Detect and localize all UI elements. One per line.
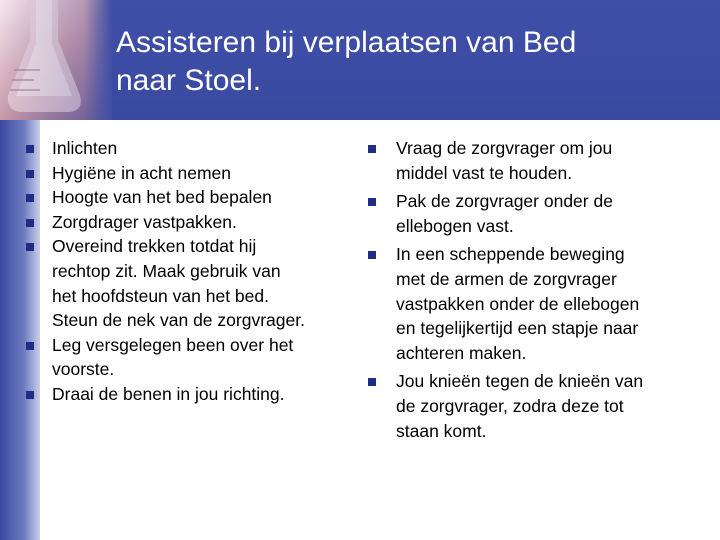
list-item-text: met de armen de zorgvrager [396,268,617,289]
left-bullet-list [24,136,354,407]
list-item [24,185,354,210]
list-item-text: staan komt. [396,420,487,441]
list-item [366,189,686,238]
flask-image [0,0,112,120]
list-item [366,136,686,185]
square-bullet-icon [368,198,376,206]
list-item-text: Overeind trekken totdat hij [52,236,257,257]
list-item-text: Inlichten [52,138,118,158]
list-item-text: Draai de benen in jou richting. [52,383,285,404]
list-item-text: Pak de zorgvrager onder de [396,191,613,212]
list-item-text: Vraag de zorgvrager om jou [396,138,613,158]
list-item [366,369,686,443]
list-item [24,333,354,382]
list-item [24,161,354,186]
list-item-text: vastpakken onder de ellebogen [396,293,640,314]
list-item-text: In een scheppende beweging [396,244,625,265]
list-item-text: Hoogte van het bed bepalen [52,187,272,208]
list-item-text: Jou knieën tegen de knieën van [396,371,644,392]
list-item-text: het hoofdsteun van het bed. [52,285,269,306]
list-item-text: Leg versgelegen been over het [52,334,294,355]
list-item [366,242,686,365]
square-bullet-icon [368,378,376,386]
list-item-text: Steun de nek van de zorgvrager. [52,310,305,331]
square-bullet-icon [26,342,34,350]
list-item-text: de zorgvrager, zodra deze tot [396,395,624,416]
list-item-text: Zorgdrager vastpakken. [52,211,237,232]
square-bullet-icon [26,219,34,227]
slide-title-line-2: naar Stoel. [116,64,262,97]
right-bullet-list [366,136,686,447]
list-item-text: achteren maken. [396,342,527,363]
square-bullet-icon [26,194,34,202]
square-bullet-icon [26,243,34,251]
square-bullet-icon [26,145,34,153]
slide-title-line-1: Assisteren bij verplaatsen van Bed [116,26,577,59]
slide-title [116,24,696,100]
square-bullet-icon [368,145,376,153]
list-item-text: middel vast te houden. [396,162,573,183]
list-item-text: voorste. [52,359,115,380]
square-bullet-icon [26,391,34,399]
list-item-text: rechtop zit. Maak gebruik van [52,260,281,281]
list-item [24,234,354,332]
list-item [24,136,354,161]
square-bullet-icon [26,170,34,178]
list-item-text: en tegelijkertijd een stapje naar [396,318,639,339]
list-item-text: Hygiëne in acht nemen [52,162,231,183]
list-item [24,382,354,407]
list-item [24,210,354,235]
list-item-text: ellebogen vast. [396,215,514,236]
square-bullet-icon [368,251,376,259]
